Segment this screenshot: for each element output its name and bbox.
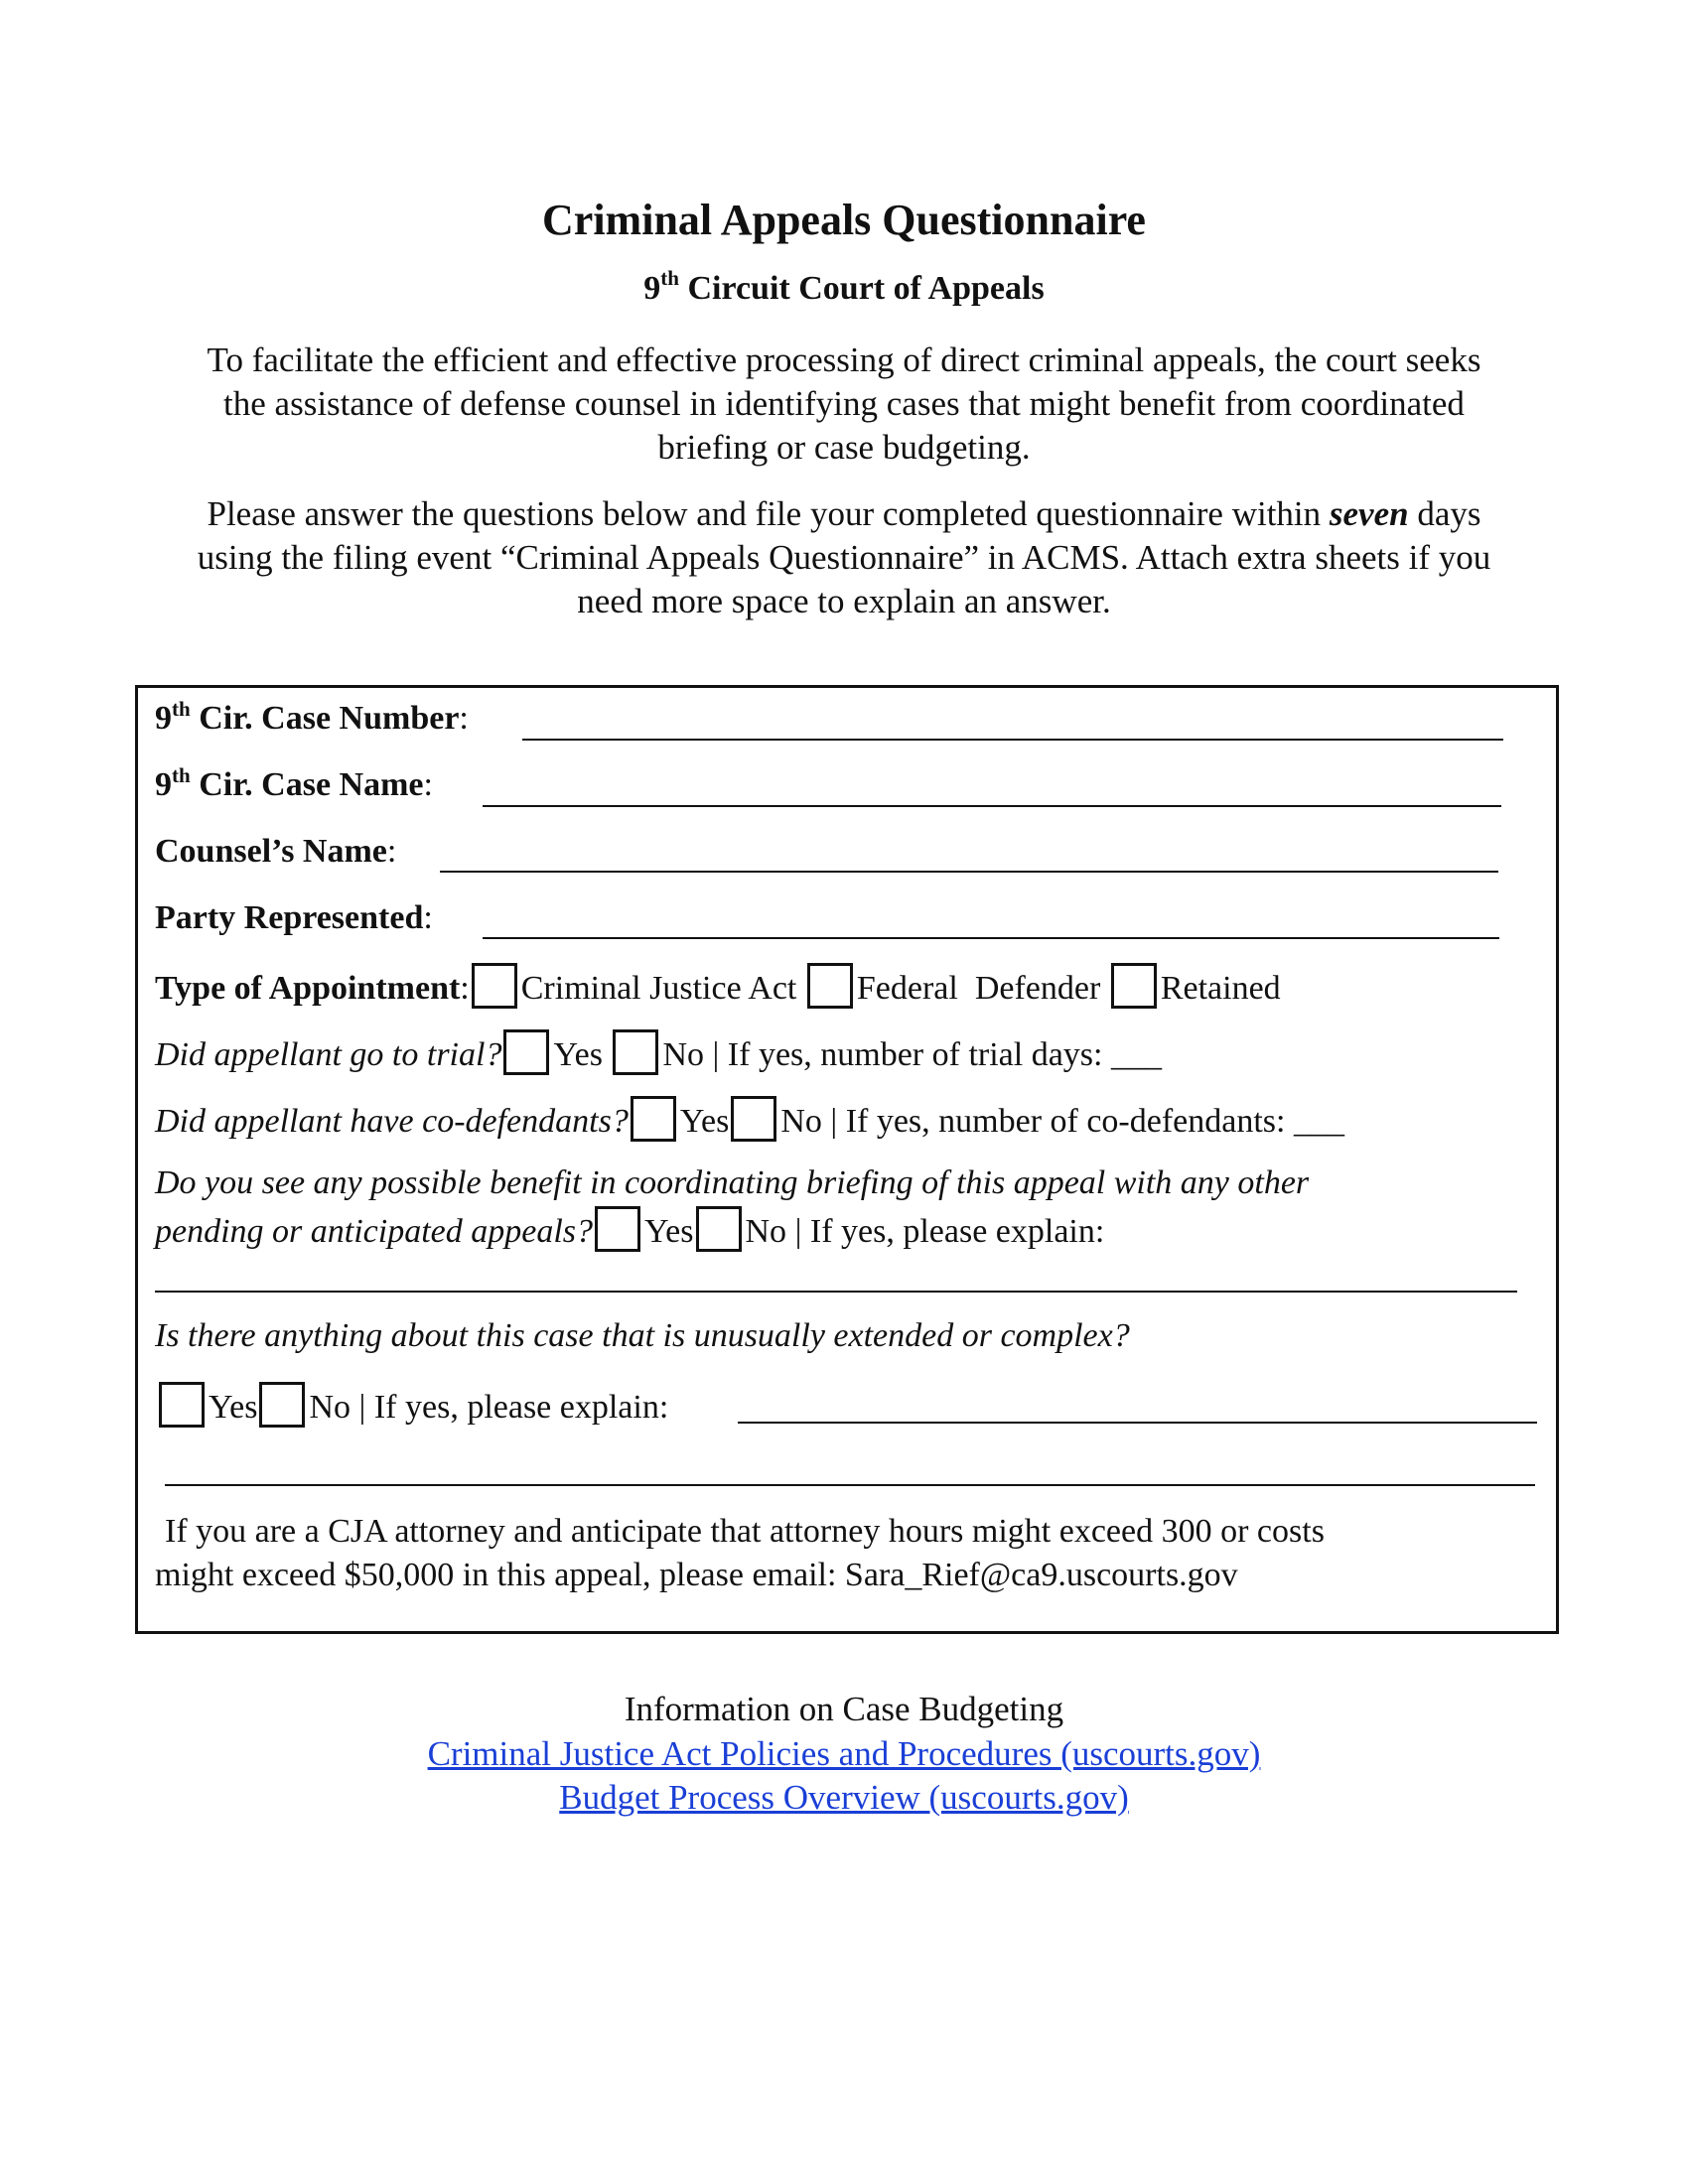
codefendants-row — [155, 1096, 1344, 1143]
trial-followup: | If yes, number of trial days: ___ — [704, 1036, 1162, 1073]
codefendants-yes-label: Yes — [679, 1103, 730, 1140]
codefendants-question: Did appellant have co-defendants? — [155, 1103, 629, 1140]
retained-option-label: Retained — [1160, 970, 1281, 1007]
court-suffix: th — [660, 266, 679, 290]
page-title: Criminal Appeals Questionnaire — [542, 196, 1146, 244]
case-number-sup: th — [172, 697, 191, 721]
intro-paragraph: To facilitate the efficient and effective processing of direct criminal appeals, the court seeks the assistance of defense counsel in identifying cases that might benefit from coordinated briefing or case budgeting. — [207, 341, 1481, 467]
budget-overview-link-row — [0, 1776, 1688, 1820]
instructions-part1: Please answer the questions below and file your completed questionnaire within — [207, 494, 1330, 533]
party-represented-label — [155, 897, 433, 939]
trial-yes-label: Yes — [553, 1036, 603, 1073]
instructions-part2: days using the filing event “Criminal Appeals Questionnaire” in ACMS. Attach extra sheets if you need more space to explain an answer. — [197, 494, 1491, 620]
case-name-prefix: 9 — [155, 766, 172, 803]
coordination-yes-label: Yes — [644, 1213, 694, 1250]
trial-yes-checkbox[interactable] — [503, 1029, 549, 1075]
case-number-input-line[interactable] — [522, 739, 1503, 741]
case-name-text: Cir. Case Name — [190, 766, 424, 803]
cja-option-label: Criminal Justice Act — [520, 970, 797, 1007]
complex-row — [157, 1382, 668, 1429]
case-name-colon: : — [423, 766, 433, 803]
coordination-followup: | If yes, please explain: — [786, 1213, 1105, 1250]
instructions-paragraph — [189, 492, 1499, 623]
case-name-input-line[interactable] — [483, 805, 1501, 807]
party-represented-colon: : — [423, 899, 433, 936]
counsel-name-text: Counsel’s Name — [155, 833, 387, 870]
coordination-row — [155, 1206, 1104, 1253]
party-represented-input-line[interactable] — [483, 937, 1499, 939]
cja-checkbox[interactable] — [472, 963, 517, 1009]
counsel-name-label — [155, 831, 396, 873]
complex-explain-line-2[interactable] — [165, 1484, 1535, 1486]
codefendants-no-checkbox[interactable] — [731, 1096, 776, 1142]
trial-no-label: No — [662, 1036, 704, 1073]
codefendants-followup: | If yes, number of co-defendants: ___ — [821, 1103, 1344, 1140]
party-represented-text: Party Represented — [155, 899, 424, 936]
cja-policies-link-row — [0, 1732, 1688, 1776]
appointment-row — [155, 963, 1281, 1010]
cja-note-line2: might exceed $50,000 in this appeal, please email: Sara_Rief@ca9.uscourts.gov — [155, 1557, 1238, 1593]
coordination-yes-checkbox[interactable] — [595, 1206, 640, 1252]
case-number-prefix: 9 — [155, 700, 172, 737]
case-number-colon: : — [459, 700, 469, 737]
complex-question: Is there anything about this case that is unusually extended or complex? — [155, 1317, 1130, 1354]
court-rest: Circuit Court of Appeals — [678, 270, 1045, 307]
complex-followup: | If yes, please explain: — [351, 1389, 669, 1426]
retained-checkbox[interactable] — [1111, 963, 1157, 1009]
counsel-name-colon: : — [386, 833, 397, 870]
court-prefix: 9 — [643, 270, 661, 307]
court-name — [0, 266, 1688, 308]
trial-row — [155, 1029, 1162, 1076]
coordination-question-line2: pending or anticipated appeals? — [155, 1213, 594, 1250]
complex-no-label: No — [309, 1389, 352, 1426]
complex-yes-label: Yes — [209, 1389, 258, 1426]
cja-note-line1: If you are a CJA attorney and anticipate that attorney hours might exceed 300 or costs — [165, 1513, 1325, 1550]
codefendants-no-label: No — [780, 1103, 822, 1140]
federal-defender-option-label: Federal Defender — [856, 970, 1101, 1007]
case-number-text: Cir. Case Number — [190, 700, 460, 737]
coordination-no-checkbox[interactable] — [696, 1206, 742, 1252]
case-name-label — [155, 764, 433, 806]
trial-question: Did appellant go to trial? — [155, 1036, 502, 1073]
appointment-label: Type of Appointment — [155, 970, 461, 1007]
budget-overview-link[interactable]: Budget Process Overview (uscourts.gov) — [559, 1778, 1129, 1817]
case-name-sup: th — [172, 763, 191, 787]
trial-no-checkbox[interactable] — [613, 1029, 658, 1075]
counsel-name-input-line[interactable] — [440, 871, 1498, 873]
appointment-colon: : — [460, 970, 470, 1007]
coordination-explain-line[interactable] — [155, 1291, 1517, 1293]
federal-defender-checkbox[interactable] — [807, 963, 853, 1009]
cja-policies-link[interactable]: Criminal Justice Act Policies and Procedures (uscourts.gov) — [427, 1734, 1261, 1773]
complex-explain-line-1[interactable] — [738, 1422, 1537, 1424]
budgeting-heading: Information on Case Budgeting — [624, 1690, 1064, 1728]
coordination-question-line1: Do you see any possible benefit in coordinating briefing of this appeal with any other — [155, 1164, 1310, 1201]
codefendants-yes-checkbox[interactable] — [631, 1096, 676, 1142]
complex-yes-checkbox[interactable] — [159, 1382, 205, 1428]
instructions-emphasis: seven — [1329, 494, 1409, 533]
coordination-no-label: No — [745, 1213, 787, 1250]
complex-no-checkbox[interactable] — [259, 1382, 305, 1428]
case-number-label — [155, 698, 469, 740]
form-box — [135, 685, 1559, 1634]
